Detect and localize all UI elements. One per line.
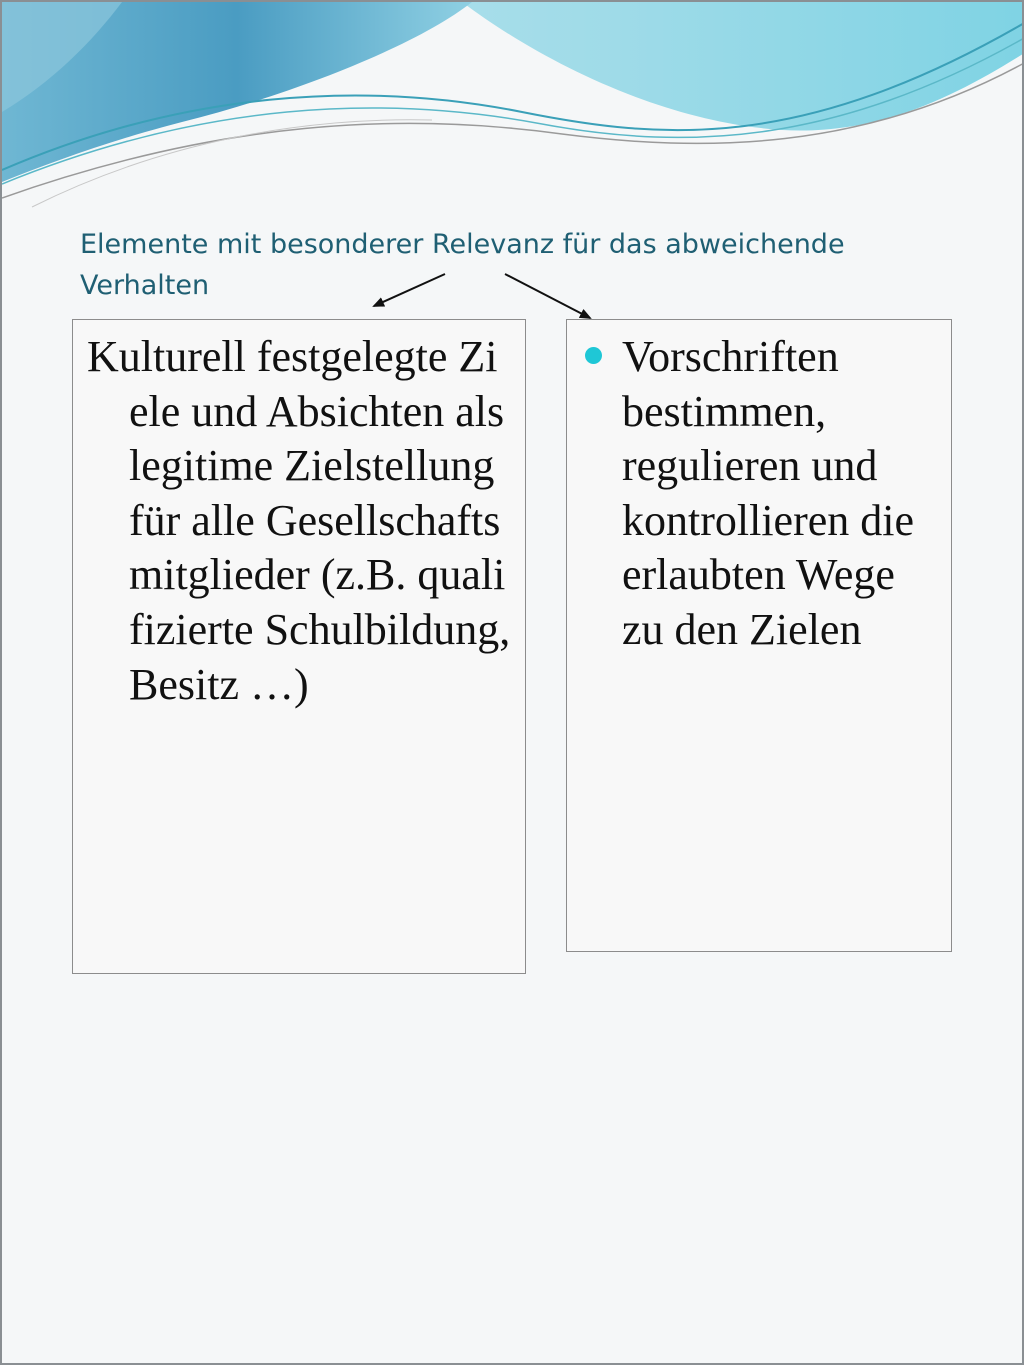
goals-box [72, 319, 526, 974]
bullet-icon [585, 347, 602, 364]
slide-title: Elemente mit besonderer Relevanz für das abweichende Verhalten [80, 229, 845, 301]
goals-text: Kulturell festgelegte Ziele und Absichten als legitime Zielstellung für alle Gesellschaftsmitglieder (z.B. qualifizierte Schulbildung, Besitz …) [87, 332, 511, 709]
wave-decoration [2, 2, 1024, 222]
rules-text: Vorschriften bestimmen, regulieren und kontrollieren die erlaubten Wege zu den Zielen [622, 332, 915, 654]
rules-box [566, 319, 952, 952]
